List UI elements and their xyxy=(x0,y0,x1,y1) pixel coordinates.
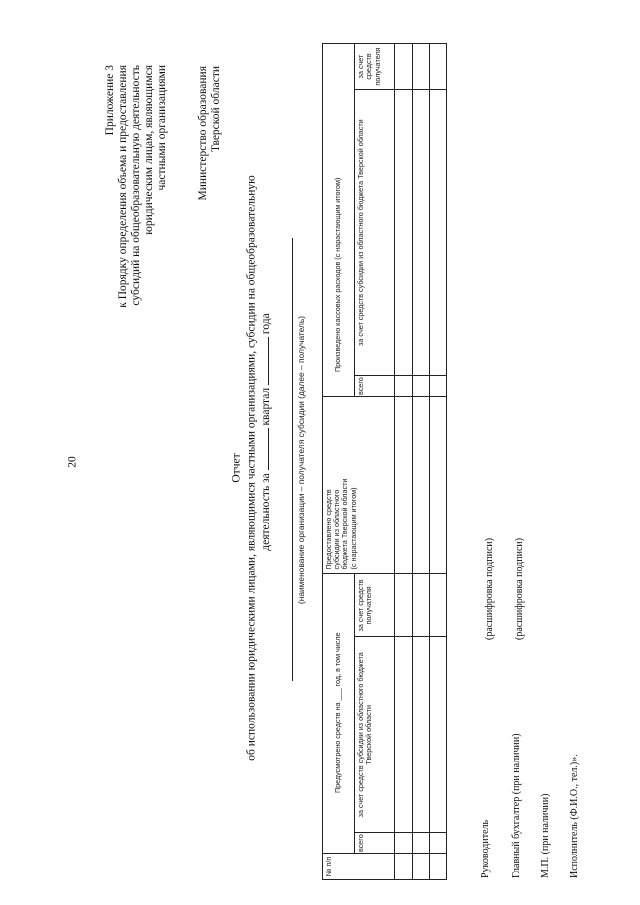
appendix-line: Приложение 3 xyxy=(104,65,116,136)
report-period xyxy=(259,302,273,562)
signature-head-decode: (расшифровка подписи) xyxy=(484,537,495,640)
addressee-line: Министерство образования xyxy=(197,66,209,201)
year-blank xyxy=(259,337,269,385)
signature-accountant-decode: (расшифровка подписи) xyxy=(514,537,525,640)
signature-head: Руководитель xyxy=(480,819,491,878)
page-number: 20 xyxy=(66,456,79,468)
addressee-line: Тверской области xyxy=(210,66,222,152)
report-table xyxy=(322,43,447,880)
planned-recipient-header: за счет средств получателя xyxy=(355,574,395,637)
stamp-place: М.П. (при наличии) xyxy=(540,793,551,878)
appendix-line: субсидий на общеобразовательную деятельность xyxy=(130,65,142,306)
executed-recipient-header: за счет средств получателя xyxy=(355,44,395,90)
appendix-line: к Порядку определения объема и предоставления xyxy=(117,65,129,308)
quarter-blank xyxy=(259,428,269,470)
signature-accountant: Главный бухгалтер (при наличии) xyxy=(511,733,522,878)
col-number-header: № п/п xyxy=(323,854,395,880)
appendix-line: частными организациями xyxy=(156,65,168,191)
appendix-line: юридическим лицам, являющимся xyxy=(143,65,155,235)
addressee-block xyxy=(197,66,223,246)
executed-total-header: всего xyxy=(355,376,395,397)
signature-executor: Исполнитель (Ф.И.О., тел.)». xyxy=(569,754,580,878)
report-subtitle: об использовании юридическими лицами, являющимися частными организациями, субсидии на общеобразовательную xyxy=(245,175,258,761)
provided-header-text: Предоставлено средств субсидии из областного бюджета Тверской области (с нарастающим итогом) xyxy=(324,478,358,570)
period-prefix: деятельность за xyxy=(260,473,272,551)
org-name-line xyxy=(292,238,293,681)
executed-group-header: Произведено кассовых расходов (с нарастающим итогом) xyxy=(323,44,355,397)
report-heading: Отчет xyxy=(230,453,243,483)
executed-budget-header: за счет средств субсидии из областного бюджета Тверской области xyxy=(355,90,395,376)
table-row xyxy=(395,44,413,880)
planned-budget-header: за счет средств субсидии из областного бюджета Тверской области xyxy=(355,637,395,833)
table-row xyxy=(413,44,430,880)
period-quarter: квартал xyxy=(260,387,272,426)
planned-total-header: всего xyxy=(355,833,395,854)
provided-header xyxy=(323,397,395,574)
table-row xyxy=(430,44,447,880)
org-caption: (наименование организации – получателя субсидии (далее – получатель) xyxy=(295,315,306,605)
appendix-block xyxy=(104,65,169,395)
period-year: года xyxy=(260,313,272,335)
planned-group-header: Предусмотрено средств на ___ год, в том числе xyxy=(323,574,355,854)
